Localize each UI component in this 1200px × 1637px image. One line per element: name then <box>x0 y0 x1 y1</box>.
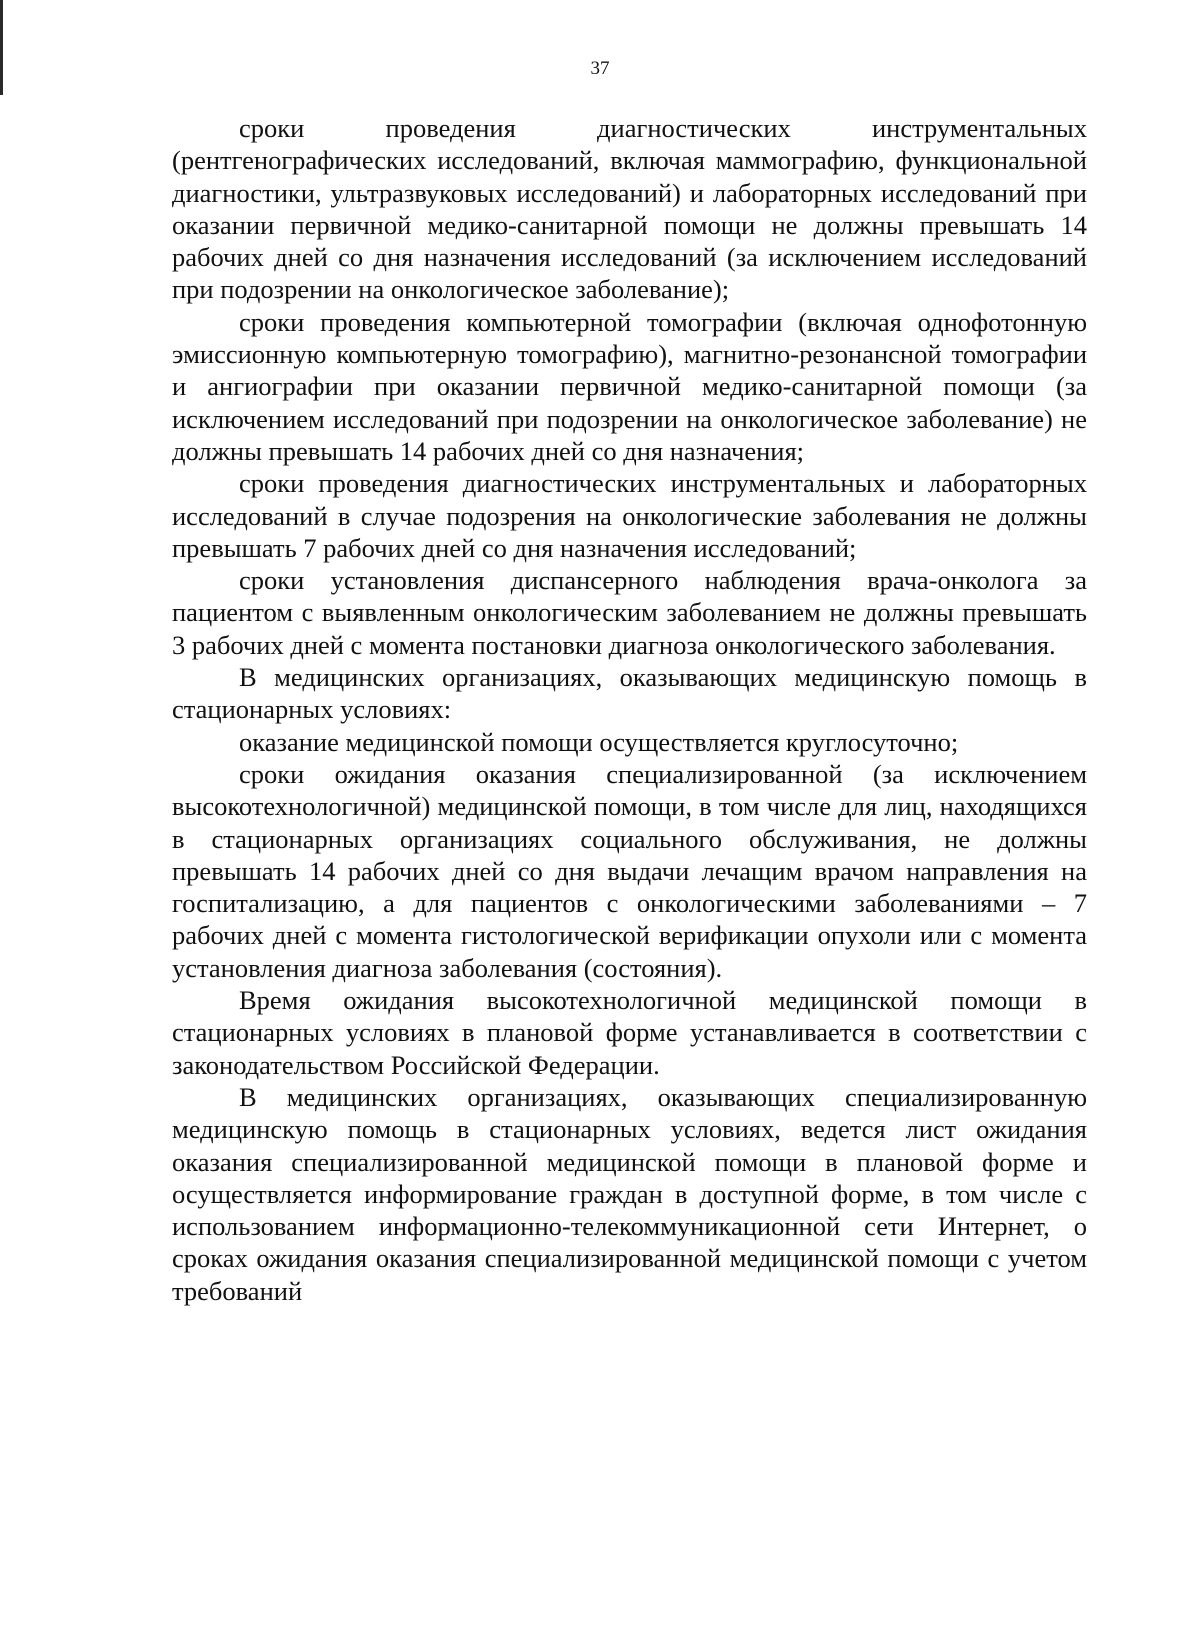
paragraph: сроки проведения компьютерной томографии (включая однофотонную эмиссионную компьютерную томографию), магнитно-резонансной томографии и ангиографии при оказании первичной медико-санитарной помощи (за исключением исследований при подозрении на онкологическое заболевание) не должны превышать 14 рабочих дней со дня назначения; <box>172 306 1087 466</box>
paragraph: Время ожидания высокотехнологичной медицинской помощи в стационарных условиях в плановой форме устанавливается в соответствии с законодательством Российской Федерации. <box>172 985 1087 1080</box>
scan-edge <box>0 0 3 95</box>
paragraph: В медицинских организациях, оказывающих медицинскую помощь в стационарных условиях: <box>172 662 1087 725</box>
paragraph: В медицинских организациях, оказывающих специализированную медицинскую помощь в стационарных условиях, ведется лист ожидания оказания специализированной медицинской помощи в плановой форме и осуществляется информирование граждан в доступной форме, в том числе с использованием информационно-телекоммуникационной сети Интернет, о сроках ожидания оказания специализированной медицинской помощи с учетом требований <box>172 1081 1087 1306</box>
paragraph: сроки проведения диагностических инструментальных и лабораторных исследований в случае подозрения на онкологические заболевания не должны превышать 7 рабочих дней со дня назначения исследований; <box>172 468 1087 563</box>
paragraph: оказание медицинской помощи осуществляется круглосуточно; <box>239 726 959 757</box>
paragraph: сроки ожидания оказания специализированной (за исключением высокотехнологичной) медицинской помощи, в том числе для лиц, находящихся в стационарных организациях социального обслуживания, не должны превышать 14 рабочих дней со дня выдачи лечащим врачом направления на госпитализацию, а для пациентов с онкологическими заболеваниями – 7 рабочих дней с момента гистологической верификации опухоли или с момента установления диагноза заболевания (состояния). <box>172 758 1087 983</box>
page-number: 37 <box>590 58 610 79</box>
paragraph: сроки установления диспансерного наблюдения врача-онколога за пациентом с выявленным онкологическим заболеванием не должны превышать 3 рабочих дней с момента постановки диагноза онкологического заболевания. <box>172 565 1087 660</box>
document-body <box>172 112 1087 1307</box>
paragraph: сроки проведения диагностических инструментальных (рентгенографических исследований, включая маммографию, функциональной диагностики, ультразвуковых исследований) и лабораторных исследований при оказании первичной медико-санитарной помощи не должны превышать 14 рабочих дней со дня назначения исследований (за исключением исследований при подозрении на онкологическое заболевание); <box>172 113 1087 305</box>
